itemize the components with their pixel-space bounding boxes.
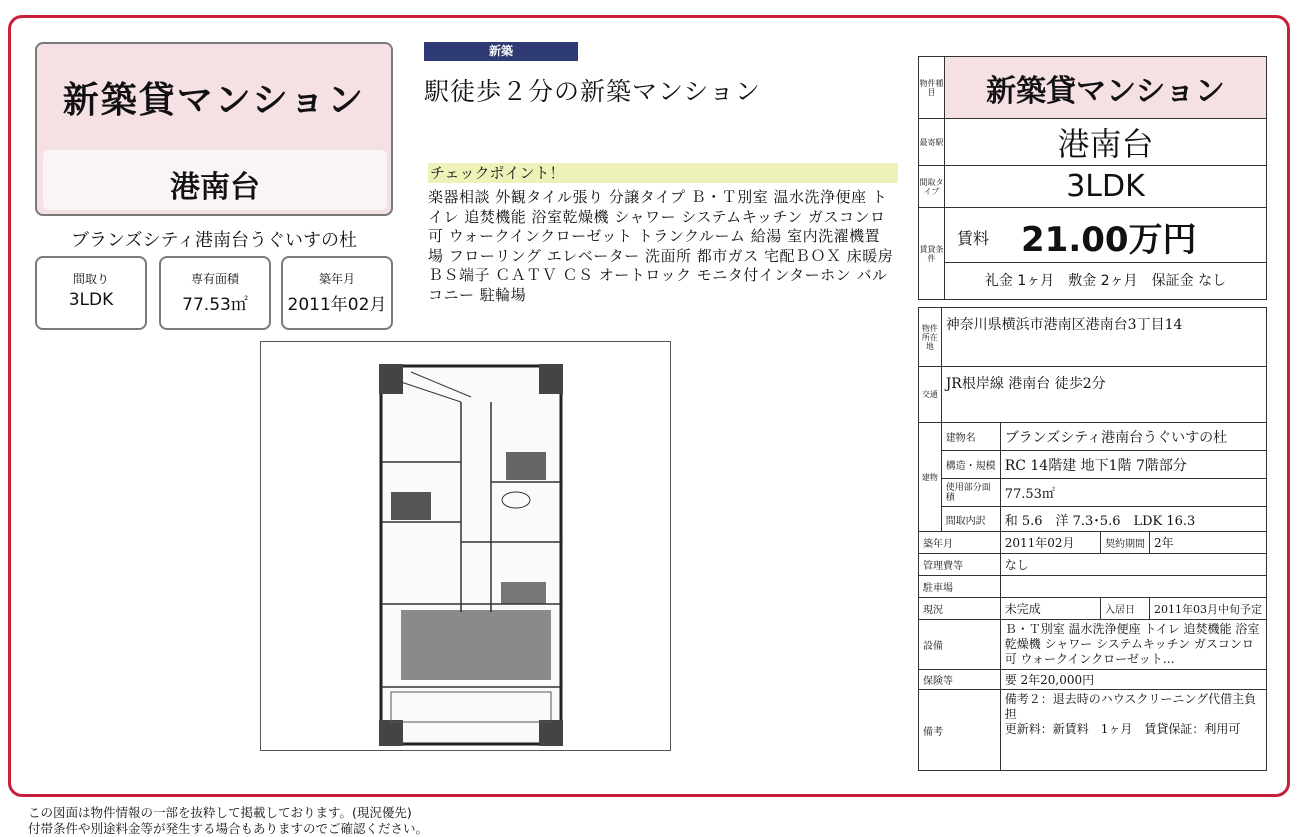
transport: JR根岸線 港南台 徒歩2分 (941, 367, 1266, 423)
label-remarks: 備考 (919, 690, 1001, 771)
label-transport: 交通 (919, 367, 942, 423)
floor-plan (260, 341, 671, 751)
rent-cell (945, 208, 1267, 300)
detail-table (918, 307, 1267, 771)
rent-conditions: 礼金 1ヶ月 敷金 2ヶ月 保証金 なし (984, 273, 1227, 289)
building-row-value: 和 5.6 洋 7.3･5.6 LDK 16.3 (1000, 507, 1266, 532)
feature-list: 楽器相談 外観タイル張り 分譲タイプ Ｂ・Ｔ別室 温水洗浄便座 トイレ 追焚機能 浴室乾燥機 シャワー システムキッチン ガスコンロ可 ウォークインクローゼット トランクルーム 給湯 室内洗濯機置場 フローリング エレベーター 洗面所 都市ガス 宅配ＢＯＸ 床暖房 ＢＳ端子 ＣＡＴＶ ＣＳ オートロック モニタ付インターホン バルコニー 駐輪場 (428, 188, 894, 304)
new-badge: 新築 (424, 42, 578, 61)
checkpoint-title: チェックポイント！ (428, 163, 898, 183)
building-row-label: 構造・規模 (941, 451, 1000, 479)
label-parking: 駐車場 (919, 576, 1001, 598)
stat-label: 間取り (72, 272, 109, 286)
area-title: 港南台 (170, 170, 260, 205)
stat-value: 2011年02月 (287, 295, 387, 315)
stat-label: 築年月 (318, 272, 355, 286)
label-status: 現況 (919, 598, 1001, 620)
property-type-title: 新築貸マンション (62, 80, 366, 121)
label-contract: 契約期間 (1100, 532, 1149, 554)
label-movein: 入居日 (1100, 598, 1149, 620)
label-building: 建物 (919, 423, 942, 532)
stat-area (159, 256, 271, 330)
label-management: 管理費等 (919, 554, 1001, 576)
contract-value: 2年 (1150, 532, 1267, 554)
building-row-value: 77.53㎡ (1000, 479, 1266, 507)
rent-value: 21.00万円 (1021, 220, 1197, 260)
footer-note-1: この図面は物件情報の一部を抜粋して掲載しております。(現況優先) (28, 805, 412, 820)
summary-station: 港南台 (945, 119, 1267, 166)
remarks-line: 備考２：退去時のハウスクリーニング代借主負担 (1004, 692, 1257, 721)
summary-layout: 3LDK (945, 166, 1267, 208)
stat-layout (35, 256, 147, 330)
remarks-cell (1000, 690, 1266, 771)
status-value: 未完成 (1000, 598, 1100, 620)
floor-plan-drawing (261, 342, 670, 750)
stat-value: 77.53㎡ (182, 295, 248, 315)
footer-note-2: 付帯条件や別途料金等が発生する場合もありますのでご確認ください。 (28, 821, 429, 836)
stat-built (281, 256, 393, 330)
label-station: 最寄駅 (919, 119, 945, 166)
label-layout: 間取タイプ (919, 166, 945, 208)
parking-value (1000, 576, 1266, 598)
management-value: なし (1000, 554, 1266, 576)
address: 神奈川県横浜市港南区港南台3丁目14 (941, 308, 1266, 367)
label-property-type: 物件種目 (919, 57, 945, 119)
area-panel (43, 150, 387, 210)
stat-value: 3LDK (68, 290, 114, 310)
label-terms: 賃貸条件 (919, 208, 945, 300)
summary-table (918, 56, 1267, 300)
movein-value: 2011年03月中旬予定 (1150, 598, 1267, 620)
building-name: ブランズシティ港南台うぐいすの杜 (70, 230, 358, 251)
insurance-value: 要 2年20,000円 (1000, 670, 1266, 690)
building-row-label: 使用部分面積 (941, 479, 1000, 507)
stat-label: 専有面積 (190, 272, 239, 286)
label-equipment: 設備 (919, 620, 1001, 670)
building-row-value: ブランズシティ港南台うぐいすの杜 (1000, 423, 1266, 451)
title-card (35, 42, 393, 216)
building-row-label: 建物名 (941, 423, 1000, 451)
remarks-line: 更新料：新賃料 1ヶ月 賃貸保証：利用可 (1004, 722, 1241, 736)
headline: 駅徒歩２分の新築マンション (424, 77, 761, 106)
label-built: 築年月 (919, 532, 1001, 554)
building-row-value: RC 14階建 地下1階 7階部分 (1000, 451, 1266, 479)
label-insurance: 保険等 (919, 670, 1001, 690)
equipment-value: Ｂ・Ｔ別室 温水洗浄便座 トイレ 追焚機能 浴室乾燥機 シャワー システムキッチン ガスコンロ可 ウォークインクローゼット… (1000, 620, 1266, 670)
label-address: 物件所在地 (919, 308, 942, 367)
rent-label: 賃料 (957, 229, 990, 248)
built-value: 2011年02月 (1000, 532, 1100, 554)
summary-type: 新築貸マンション (945, 57, 1267, 119)
building-row-label: 間取内訳 (941, 507, 1000, 532)
